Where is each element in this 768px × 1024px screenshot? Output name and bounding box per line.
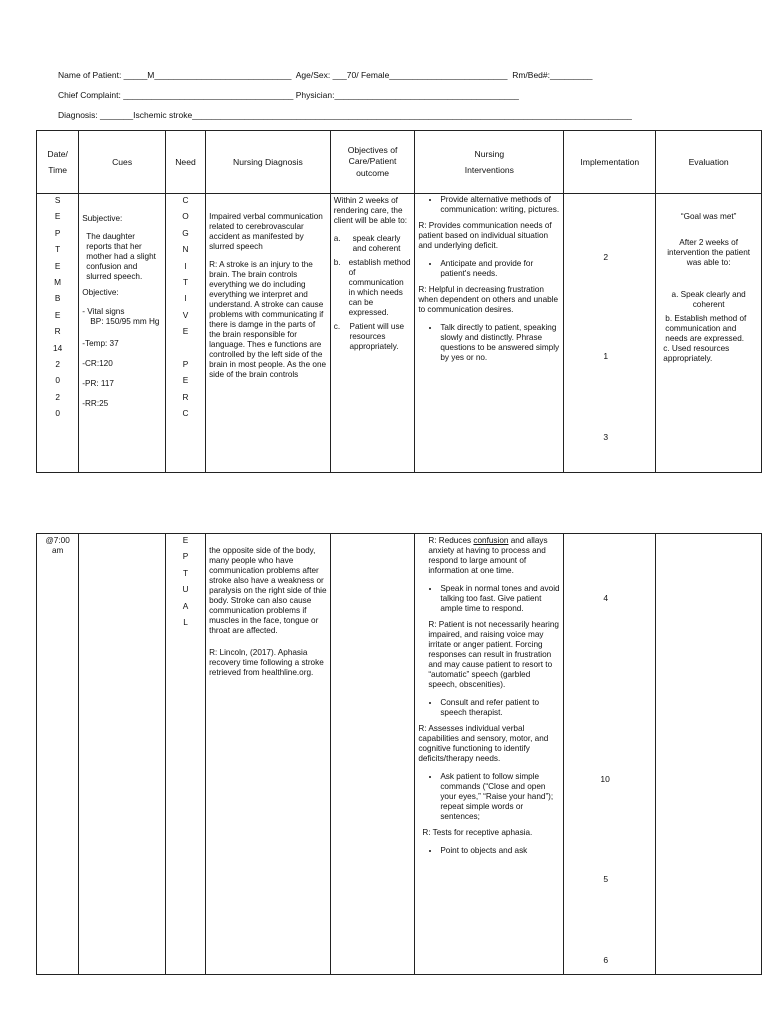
implementation-number: 10 <box>600 774 610 784</box>
objectives-cell <box>330 194 415 473</box>
need-letter: U <box>182 584 189 595</box>
date-letter: R <box>54 326 61 337</box>
time-cell: @7:00 am <box>37 534 79 975</box>
col-implementation: Implementation <box>564 131 656 194</box>
col-interventions: Nursing Interventions <box>415 131 564 194</box>
date-letter: E <box>54 309 61 320</box>
temp-value: -Temp: 37 <box>82 339 119 348</box>
need-letter: C <box>182 195 189 205</box>
objective-a: a. speak clearly and coherent <box>333 234 401 253</box>
col-cues: Cues <box>79 131 166 194</box>
need-letter: E <box>182 326 189 337</box>
date-cell <box>37 194 79 473</box>
implementation-number: 2 <box>603 252 609 262</box>
intervention-item: • Consult and refer patient to speech therapist. <box>440 698 560 718</box>
intervention-rationale: R: Patient is not necessarily hearing impaired, and raising voice may irritate or anger patient. Forcing responses can result in frustration and may cause patient to resort to “automatic” speech (garbled speech, obscenities). <box>428 620 559 689</box>
need-letter: C <box>182 408 189 419</box>
need-letter: V <box>182 309 189 320</box>
intervention-rationale: R: Assesses individual verbal capabilities and sensory, motor, and cognitive functioning to identify deficits/therapy needs. <box>418 724 549 763</box>
date-letter: 0 <box>55 375 60 386</box>
objectives-cell <box>330 534 415 975</box>
col-objectives: Objectives of Care/Patient outcome <box>330 131 415 194</box>
pr-value: -PR: 117 <box>82 379 114 388</box>
diagnosis-statement: Impaired verbal communication related to cerebrovascular accident as manifested by slurred speech <box>209 212 323 251</box>
need-letter: R <box>182 391 189 402</box>
need-letter: E <box>182 535 189 545</box>
diagnosis-cell <box>206 194 331 473</box>
date-letter: 0 <box>55 408 60 419</box>
diagnosis-cell <box>206 534 331 975</box>
date-letter: B <box>54 293 61 304</box>
need-letter: O <box>182 211 189 222</box>
care-plan-table-page1 <box>36 130 762 473</box>
need-letter: E <box>182 375 189 386</box>
table-row <box>37 534 762 975</box>
vital-signs-label: - Vital signs <box>82 307 125 316</box>
bp-value: BP: 150/95 mm Hg <box>90 317 160 326</box>
objective-b: b. establish method of communication in which needs can be expressed. <box>333 258 411 317</box>
implementation-cell <box>564 194 656 473</box>
evaluation-goal: “Goal was met” <box>680 212 737 221</box>
implementation-cell <box>564 534 656 975</box>
date-letter: M <box>54 276 62 287</box>
intervention-item: • Talk directly to patient, speaking slowly and distinctly. Phrase questions to be answered simply by yes or no. <box>440 323 560 363</box>
cues-cell <box>79 194 166 473</box>
cues-cell <box>79 534 166 975</box>
need-letter: A <box>182 600 189 611</box>
date-letter: S <box>54 195 61 205</box>
implementation-number: 6 <box>603 955 609 965</box>
diagnosis-line: Diagnosis: _______Ischemic stroke_____________________________________________________________________________________________ <box>58 110 632 120</box>
evaluation-cell <box>656 534 762 975</box>
date-letter: T <box>55 244 61 255</box>
interventions-cell <box>415 534 564 975</box>
need-cell <box>165 534 205 975</box>
need-letter: I <box>184 293 187 304</box>
intervention-item: • Provide alternative methods of communication: writing, pictures. <box>440 195 560 215</box>
patient-name-line: Name of Patient: _____M_____________________________ Age/Sex: ___70/ Female_________________________ Rm/Bed#:_________ <box>58 70 593 80</box>
need-cell <box>165 194 205 473</box>
objective-c: c. Patient will use resources appropriately. <box>333 322 405 351</box>
intervention-rationale: R: Provides communication needs of patient based on individual situation and underlying deficit. <box>418 221 552 250</box>
objectives-intro: Within 2 weeks of rendering care, the client will be able to: <box>333 196 408 225</box>
need-letter: T <box>182 567 189 578</box>
intervention-item: • Point to objects and ask <box>440 846 560 856</box>
need-letter: P <box>182 358 189 369</box>
need-letter: G <box>182 227 189 238</box>
diagnosis-reference: R: Lincoln, (2017). Aphasia recovery time following a stroke retrieved from healthline.org. <box>209 648 324 677</box>
implementation-number: 3 <box>603 432 609 442</box>
date-letter: E <box>54 211 61 222</box>
evaluation-a: a. Speak clearly and coherent <box>671 290 746 309</box>
need-letter: L <box>183 616 188 627</box>
evaluation-after: After 2 weeks of intervention the patient was able to: <box>667 238 751 267</box>
table-header-row <box>37 131 762 194</box>
implementation-number: 5 <box>603 874 609 884</box>
need-letter: P <box>182 551 189 562</box>
col-nursing-diagnosis: Nursing Diagnosis <box>206 131 331 194</box>
evaluation-c: c. Used resources appropriately. <box>663 344 730 363</box>
need-letter: T <box>182 276 189 287</box>
date-letter: E <box>54 260 61 271</box>
subjective-label: Subjective: <box>82 214 123 223</box>
intervention-item: • Ask patient to follow simple commands (“Close and open your eyes,” “Raise your hand”); repeat simple words or sentences; <box>440 772 560 822</box>
rr-value: -RR:25 <box>82 399 109 408</box>
evaluation-b: b. Establish method of communication and needs are expressed. <box>665 314 747 343</box>
date-letter: 14 <box>53 342 63 353</box>
date-letter: 2 <box>55 358 60 369</box>
diagnosis-rationale: R: A stroke is an injury to the brain. The brain controls everything we do including everything we interpret and understand. A stroke can cause problems with communicating if there is damge in the parts of the brain responsible for language. Thes e functions are controlled by the left side of the brain in most people. As the one side of the brain controls <box>209 260 327 379</box>
subjective-text: The daughter reports that her mother had a slight confusion and slurred speech. <box>86 232 156 281</box>
col-need: Need <box>165 131 205 194</box>
diagnosis-rationale-cont: the opposite side of the body, many people who have communication problems after stroke also have a weakness or paralysis on the right side of thie body. Stroke can also cause communication problems if muscles in the face, tongue or throat are affected. <box>209 546 327 635</box>
need-letter: N <box>182 244 189 255</box>
interventions-cell <box>415 194 564 473</box>
objective-label: Objective: <box>82 288 119 297</box>
evaluation-cell <box>656 194 762 473</box>
care-plan-table-page2 <box>36 533 762 975</box>
table-row <box>37 194 762 473</box>
intervention-rationale: R: Helpful in decreasing frustration when dependent on others and unable to communication desires. <box>418 285 559 314</box>
need-letter: I <box>184 260 187 271</box>
col-date-time: Date/ Time <box>37 131 79 194</box>
intervention-item: • Anticipate and provide for patient's needs. <box>440 259 560 279</box>
date-letter: 2 <box>55 391 60 402</box>
cr-value: -CR:120 <box>82 359 113 368</box>
intervention-rationale: R: Tests for receptive aphasia. <box>422 828 533 837</box>
col-evaluation: Evaluation <box>656 131 762 194</box>
chief-complaint-line: Chief Complaint: ____________________________________ Physician:_______________________________________ <box>58 90 519 100</box>
intervention-rationale: R: Reduces confusion and allays anxiety at having to process and respond to large amount of information at one time. <box>428 536 548 575</box>
implementation-number: 1 <box>603 351 609 361</box>
date-letter: P <box>54 227 61 238</box>
implementation-number: 4 <box>603 593 609 603</box>
intervention-item: • Speak in normal tones and avoid talking too fast. Give patient ample time to respond. <box>440 584 560 614</box>
